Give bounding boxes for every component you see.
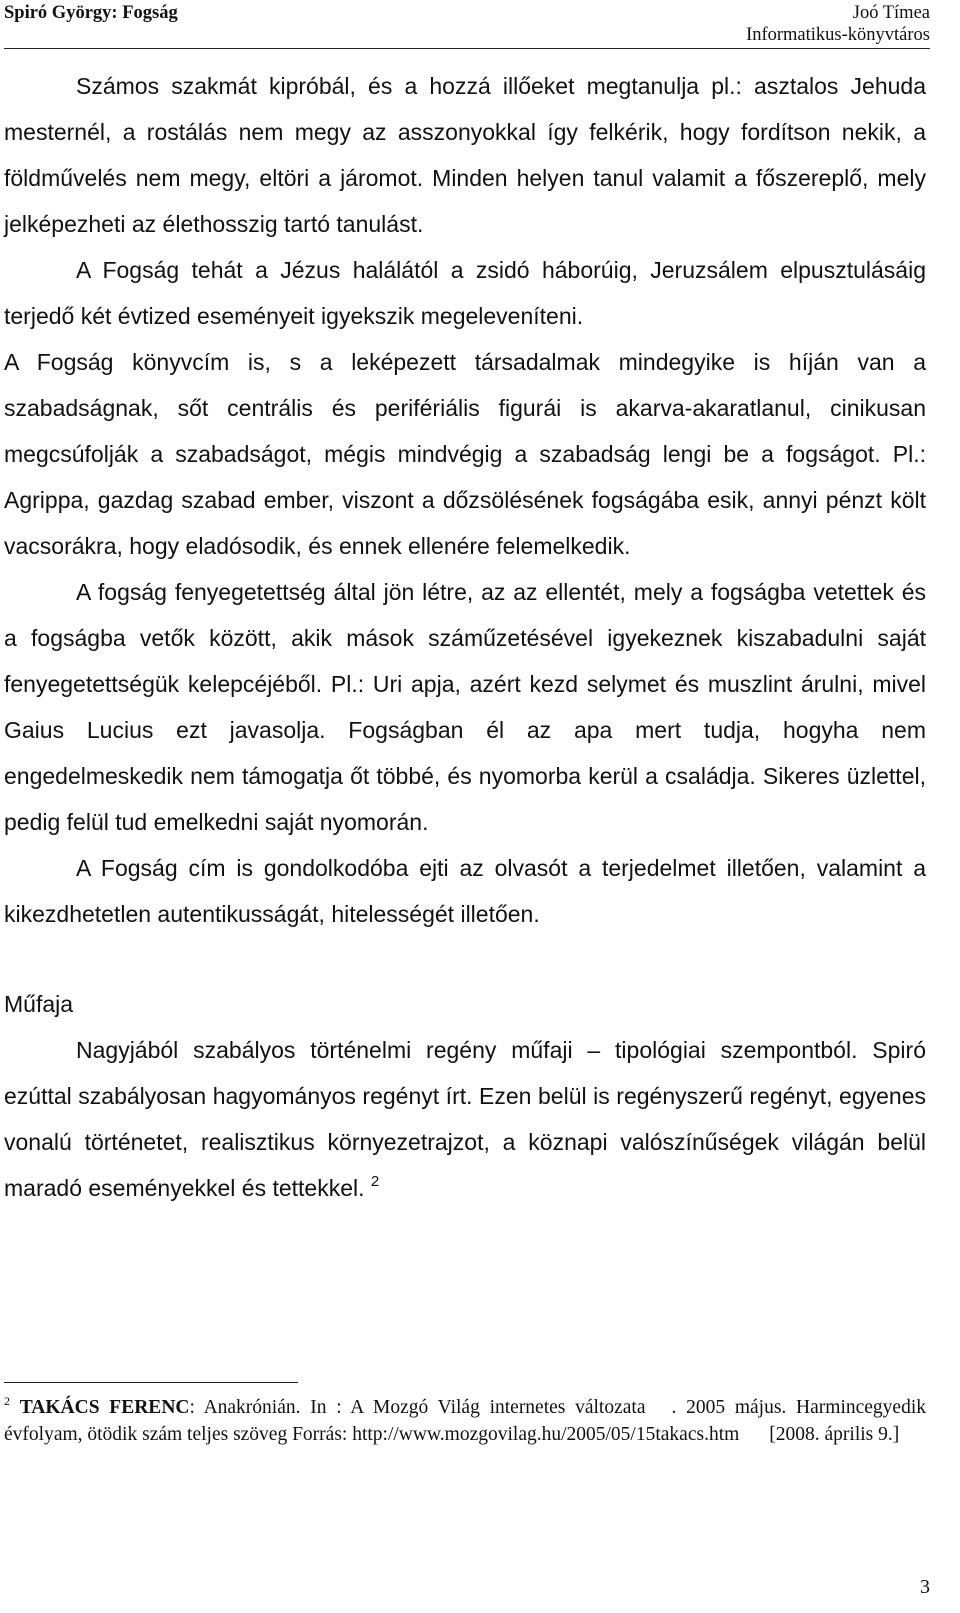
footnote-text-1: : Anakrónián. In : A Mozgó Világ internetes változata — [189, 1397, 646, 1418]
paragraph-6 — [4, 1027, 926, 1211]
section-heading: Műfaja — [4, 991, 74, 1017]
paragraph-3: A Fogság könyvcím is, s a leképezett társadalmak mindegyike is híján van a szabadságnak, sőt centrális és perifériális figurái is akarva-akaratlanul, cinikusan megcsúfolják a szabadságot, mégis mindvégig a szabadság lengi be a fogságot. Pl.: Agrippa, gazdag szabad ember, viszont a dőzsölésének fogságába esik, annyi pénzt költ vacsorákra, hogy eladósodik, és ennek ellenére felemelkedik. — [4, 349, 926, 559]
header-title: Spiró György: Fogság — [4, 3, 178, 23]
header-rule — [4, 48, 930, 49]
header-author-role: Informatikus-könyvtáros — [746, 25, 930, 45]
footnote-reference: 2 — [370, 1173, 380, 1190]
footnote-number: 2 — [4, 1394, 10, 1408]
main-text — [4, 63, 926, 1211]
paragraph-5: A Fogság cím is gondolkodóba ejti az olvasót a terjedelmet illetően, valamint a kikezdhetetlen autentikusságát, hitelességét illetően. — [4, 855, 926, 927]
paragraph-6-text: Nagyjából szabályos történelmi regény műfaji – tipológiai szempontból. Spiró ezúttal szabályosan hagyományos regényt írt. Ezen belül is regényszerű regényt, egyenes vonalú történetet, realisztikus környezetrajzot, a köznapi valószínűségek világán belül maradó eseményekkel és tettekkel. — [4, 1037, 926, 1201]
paragraph-2: A Fogság tehát a Jézus halálától a zsidó háborúig, Jeruzsálem elpusztulásáig terjedő két évtized eseményeit igyekszik megeleveníteni. — [4, 257, 926, 329]
page-header — [4, 0, 930, 50]
paragraph-4: A fogság fenyegetettség által jön létre, az az ellentét, mely a fogságba vetettek és a fogságba vetők között, akik mások száműzetésével igyekeznek kiszabadulni saját fenyegetettségük kelepcéjéből. Pl.: Uri apja, azért kezd selymet és muszlint árulni, mivel Gaius Lucius ezt javasolja. Fogságban él az apa mert tudja, hogyha nem engedelmeskedik nem támogatja őt többé, és nyomorba kerül a családja. Sikeres üzlettel, pedig felül tud emelkedni saját nyomorán. — [4, 579, 926, 835]
footnote — [4, 1394, 926, 1448]
footnote-date: [2008. április 9.] — [769, 1424, 900, 1445]
page-number: 3 — [920, 1576, 930, 1598]
header-author-name: Joó Tímea — [852, 3, 930, 23]
footnote-rule — [4, 1382, 298, 1383]
footnote-author: TAKÁCS FERENC — [19, 1397, 190, 1418]
paragraph-1: Számos szakmát kipróbál, és a hozzá illőeket megtanulja pl.: asztalos Jehuda mesternél, a rostálás nem megy az asszonyokkal így felkérik, hogy fordítson nekik, a földművelés nem megy, eltöri a járomot. Minden helyen tanul valamit a főszereplő, mely jelképezheti az élethosszig tartó tanulást. — [4, 73, 926, 237]
footnote-text-2: . 2005 május. Harmincegyedik évfolyam, ötödik szám teljes szöveg Forrás: http://www.mozgovilag.hu/2005/05/15takacs.htm — [4, 1397, 926, 1445]
header-author — [746, 2, 930, 46]
